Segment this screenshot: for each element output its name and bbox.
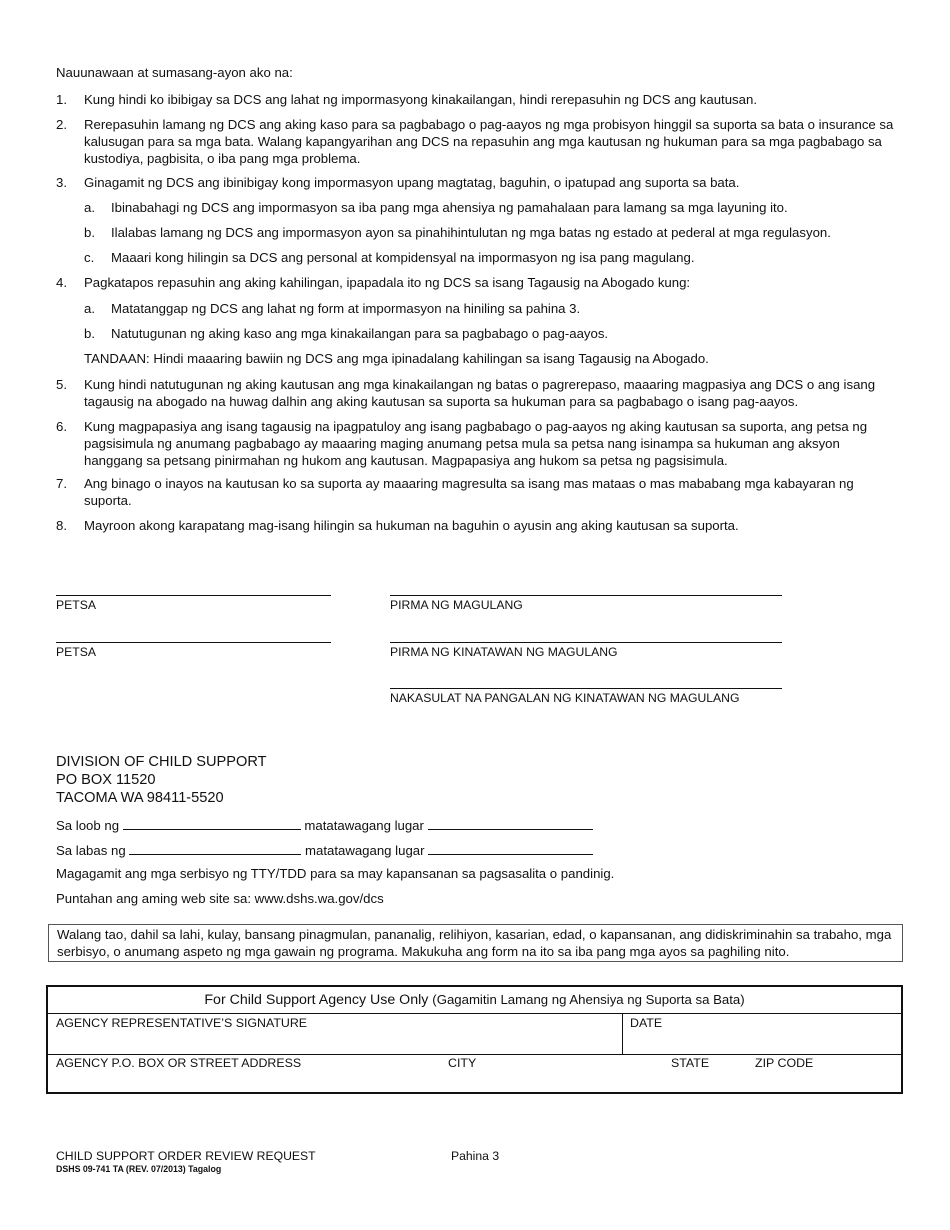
item-text: Pagkatapos repasuhin ang aking kahilingan, ipapadala ito ng DCS sa isang Tagausig na Abogado kung:: [84, 275, 691, 290]
item-number: 4.: [56, 275, 67, 290]
address-line: DIVISION OF CHILD SUPPORT: [56, 754, 267, 770]
item-number: 5.: [56, 377, 67, 392]
inside-area-blank[interactable]: [428, 816, 593, 830]
item-text: Ang binago o inayos na kautusan ko sa suporta ay maaaring magresulta sa isang mas mataas o mas mababang mga kabayaran ng suporta.: [84, 476, 854, 508]
agency-state-label: STATE: [671, 1056, 710, 1070]
item-number: 6.: [56, 419, 67, 434]
address-line: TACOMA WA 98411-5520: [56, 790, 224, 806]
area-label: matatawagang lugar: [305, 843, 425, 858]
divider: [622, 1013, 623, 1054]
item-text: Ginagamit ng DCS ang ibinibigay kong impormasyon upang magtatag, baguhin, o ipatupad ang suporta sa bata.: [84, 175, 740, 190]
date-label: PETSA: [56, 645, 96, 659]
date-label: PETSA: [56, 598, 96, 612]
agency-use-box: [46, 985, 903, 1094]
sub-item-text: Maaari kong hilingin sa DCS ang personal at kompidensyal na impormasyon ng isa pang magulang.: [111, 250, 695, 265]
item-number: 3.: [56, 175, 67, 190]
inside-label: Sa loob ng: [56, 818, 120, 833]
phone-outside-row: [56, 841, 593, 858]
nondiscrimination-notice: Walang tao, dahil sa lahi, kulay, bansang pinagmulan, pananalig, relihiyon, kasarian, edad, o kapansanan, ang didiskriminahin sa trabaho, mga serbisyo, o anumang aspeto ng mga gawain ng programa. Makukuha ang form na ito sa iba pang mga ayos sa paghiling nito.: [48, 924, 903, 962]
sub-item-text: Ibinabahagi ng DCS ang impormasyon sa iba pang mga ahensiya ng pamahalaan para lamang sa mga layuning ito.: [111, 200, 788, 215]
divider: [48, 1054, 901, 1055]
sub-item-letter: a.: [84, 200, 95, 215]
form-code: DSHS 09-741 TA (REV. 07/2013) Tagalog: [56, 1164, 222, 1174]
outside-phone-blank[interactable]: [129, 841, 301, 855]
item-number: 8.: [56, 518, 67, 533]
rep-signature-line[interactable]: [390, 642, 782, 643]
outside-area-blank[interactable]: [428, 841, 593, 855]
date-line-2[interactable]: [56, 642, 331, 643]
item-text: Mayroon akong karapatang mag-isang hilingin sa hukuman na baguhin o ayusin ang aking kautusan sa suporta.: [84, 518, 739, 533]
date-line-1[interactable]: [56, 595, 331, 596]
rep-name-line[interactable]: [390, 688, 782, 689]
dcs-address: [56, 753, 267, 807]
note-text: TANDAAN: Hindi maaaring bawiin ng DCS ang mga ipinadalang kahilingan sa isang Tagausig na Abogado.: [84, 351, 709, 366]
divider: [48, 1013, 901, 1014]
rep-signature-label: PIRMA NG KINATAWAN NG MAGULANG: [390, 645, 618, 659]
item-number: 1.: [56, 92, 67, 107]
sub-item-text: Matatanggap ng DCS ang lahat ng form at impormasyon na hiniling sa pahina 3.: [111, 301, 581, 316]
address-line: PO BOX 11520: [56, 772, 156, 788]
agency-title-sub: (Gagamitin Lamang ng Ahensiya ng Suporta sa Bata): [432, 992, 745, 1007]
sub-item-letter: b.: [84, 326, 95, 341]
item-text: Kung hindi natutugunan ng aking kautusan ang mga kinakailangan ng batas o pagrerepaso, maaaring magpasiya ang DCS o ang isang tagausig na abogado na huwag dalhin ang aking kautusan sa suporta sa hukuman para sa pagbabago o isang pag-aayos.: [84, 377, 876, 409]
parent-signature-line[interactable]: [390, 595, 782, 596]
area-label: matatawagang lugar: [304, 818, 424, 833]
agency-title-main: For Child Support Agency Use Only: [204, 992, 429, 1008]
phone-inside-row: [56, 816, 593, 833]
item-number: 7.: [56, 476, 67, 491]
agency-zip-label: ZIP CODE: [755, 1056, 814, 1070]
sub-item-text: Ilalabas lamang ng DCS ang impormasyon ayon sa pinahihintulutan ng mga batas ng estado at pederal at mga regulasyon.: [111, 225, 831, 240]
agency-address-label: AGENCY P.O. BOX OR STREET ADDRESS: [56, 1056, 302, 1070]
item-text: Kung hindi ko ibibigay sa DCS ang lahat ng impormasyong kinakailangan, hindi rerepasuhin ng DCS ang kautusan.: [84, 92, 757, 107]
outside-label: Sa labas ng: [56, 843, 126, 858]
agency-box-title: [48, 992, 901, 1008]
tty-text: Magagamit ang mga serbisyo ng TTY/TDD para sa may kapansanan sa pagsasalita o pandinig.: [56, 866, 615, 881]
form-title: CHILD SUPPORT ORDER REVIEW REQUEST: [56, 1149, 316, 1163]
inside-phone-blank[interactable]: [123, 816, 301, 830]
sub-item-letter: c.: [84, 250, 95, 265]
agency-date-label: DATE: [630, 1016, 663, 1030]
sub-item-letter: b.: [84, 225, 95, 240]
parent-signature-label: PIRMA NG MAGULANG: [390, 598, 523, 612]
agency-signature-label: AGENCY REPRESENTATIVE’S SIGNATURE: [56, 1016, 308, 1030]
item-text: Kung magpapasiya ang isang tagausig na ipagpatuloy ang isang pagbabago o pag-aayos ng aking kautusan sa suporta, ang petsa ng pagsisimula ng anumang pagbabago ay maaaring maging anumang petsa mula sa petsa nang isinampa sa hukuman ang aksyon hanggang sa petsang pinirmahan ng hukom ang kautusan. Magpapasiya ang hukom sa petsa ng pagsisimula.: [84, 419, 868, 468]
item-number: 2.: [56, 117, 67, 132]
agency-city-label: CITY: [448, 1056, 477, 1070]
website-text: Puntahan ang aming web site sa: www.dshs.wa.gov/dcs: [56, 891, 384, 906]
sub-item-letter: a.: [84, 301, 95, 316]
item-text: Rerepasuhin lamang ng DCS ang aking kaso para sa pagbabago o pag-aayos ng mga probisyon hinggil sa suporta sa bata o insurance sa kalusugan para sa mga bata. Walang kapangyarihan ang DCS na repasuhin ang mga kautusan ng hukuman para sa mga pagbabago sa kustodiya, pagbisita, o iba pang mga problema.: [84, 117, 894, 166]
sub-item-text: Natutugunan ng aking kaso ang mga kinakailangan para sa pagbabago o pag-aayos.: [111, 326, 609, 341]
rep-name-label: NAKASULAT NA PANGALAN NG KINATAWAN NG MAGULANG: [390, 691, 740, 705]
intro-text: Nauunawaan at sumasang-ayon ako na:: [56, 65, 293, 80]
page-number: Pahina 3: [451, 1149, 500, 1163]
